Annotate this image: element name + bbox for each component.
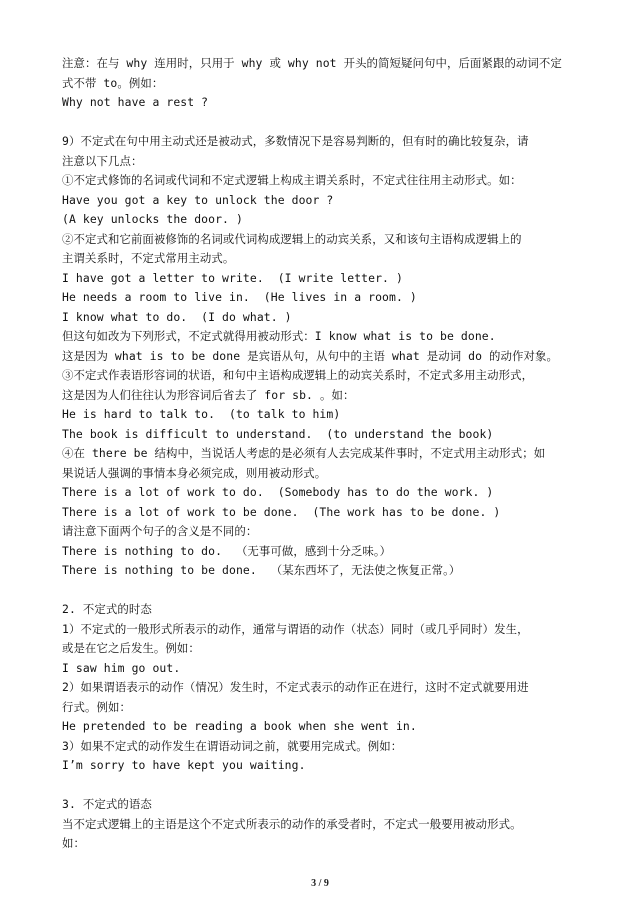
text-line: ③不定式作表语形容词的状语，和句中主语构成逻辑上的动宾关系时，不定式多用主动形式， (62, 368, 534, 382)
text-line: 2）如果谓语表示的动作（情况）发生时，不定式表示的动作正在进行，这时不定式就要用进 (62, 680, 529, 694)
text-line: 果说话人强调的事情本身必须完成，则用被动形式。 (62, 465, 327, 480)
text-line: 这是因为 what is to be done 是宾语从句，从句中的主语 what 是动词 do 的动作对象。 (62, 348, 558, 363)
text-line: 式不带 to。例如： (62, 75, 164, 90)
text-line: There is a lot of work to be done. (The work has to be done. ) (62, 504, 501, 519)
text-line: Why not have a rest ? (62, 95, 209, 109)
text-line: ②不定式和它前面被修饰的名词或代词构成逻辑上的动宾关系，又和该句主语构成逻辑上的 (62, 231, 522, 246)
text-line: 主谓关系时，不定式常用主动式。 (62, 251, 235, 265)
text-line: He needs a room to live in. (He lives in a room. ) (62, 290, 417, 304)
text-line: 9）不定式在句中用主动式还是被动式，多数情况下是容易判断的，但有时的确比较复杂，请 (62, 134, 529, 148)
text-line: 1）不定式的一般形式所表示的动作，通常与谓语的动作（状态）同时（或几乎同时）发生， (62, 621, 529, 636)
text-line: (A key unlocks the door. ) (62, 212, 243, 226)
text-line: 3. 不定式的语态 (62, 797, 152, 811)
text-line: 这是因为人们往往认为形容词后省去了 for sb. 。如： (62, 387, 355, 402)
text-line: Have you got a key to unlock the door ? (62, 192, 334, 207)
text-line: I’m sorry to have kept you waiting. (62, 758, 306, 772)
text-line: 注意：在与 why 连用时，只用于 why 或 why not 开头的简短疑问句中，后面紧跟的动词不定 (62, 56, 562, 70)
text-line: 如： (62, 836, 85, 850)
text-line: There is nothing to be done. （某东西坏了，无法使之恢复正常。） (62, 563, 461, 577)
text-line: I know what to do. (I do what. ) (62, 309, 292, 324)
text-line: 注意以下几点： (62, 153, 143, 168)
text-line: I saw him go out. (62, 660, 181, 675)
text-line: 3）如果不定式的动作发生在谓语动词之前，就要用完成式。例如： (62, 738, 403, 753)
text-line: 或是在它之后发生。例如： (62, 641, 200, 655)
text-line: 但这句如改为下列形式，不定式就得用被动形式：I know what is to be done. (62, 329, 496, 343)
text-line: 2. 不定式的时态 (62, 602, 152, 616)
text-line: 请注意下面两个句子的含义是不同的： (62, 524, 258, 538)
text-line: There is nothing to do. （无事可做，感到十分乏味。） (62, 543, 392, 558)
text-line: 当不定式逻辑上的主语是这个不定式所表示的动作的承受者时，不定式一般要用被动形式。 (62, 816, 522, 831)
text-line: ④在 there be 结构中，当说话人考虑的是必须有人去完成某件事时，不定式用主动形式；如 (62, 446, 546, 460)
document-body (62, 54, 592, 854)
text-line: He is hard to talk to. (to talk to him) (62, 407, 341, 421)
page-number: 3 / 9 (311, 878, 329, 889)
text-line: The book is difficult to understand. (to understand the book) (62, 426, 494, 441)
text-line: I have got a letter to write. (I write letter. ) (62, 270, 403, 285)
blank-line (62, 581, 592, 601)
text-line: He pretended to be reading a book when she went in. (62, 719, 417, 733)
text-line: 行式。例如： (62, 699, 131, 714)
blank-line (62, 776, 592, 796)
text-line: There is a lot of work to do. (Somebody has to do the work. ) (62, 485, 494, 499)
blank-line (62, 113, 592, 133)
text-line: ①不定式修饰的名词或代词和不定式逻辑上构成主谓关系时，不定式往往用主动形式。如： (62, 173, 522, 187)
